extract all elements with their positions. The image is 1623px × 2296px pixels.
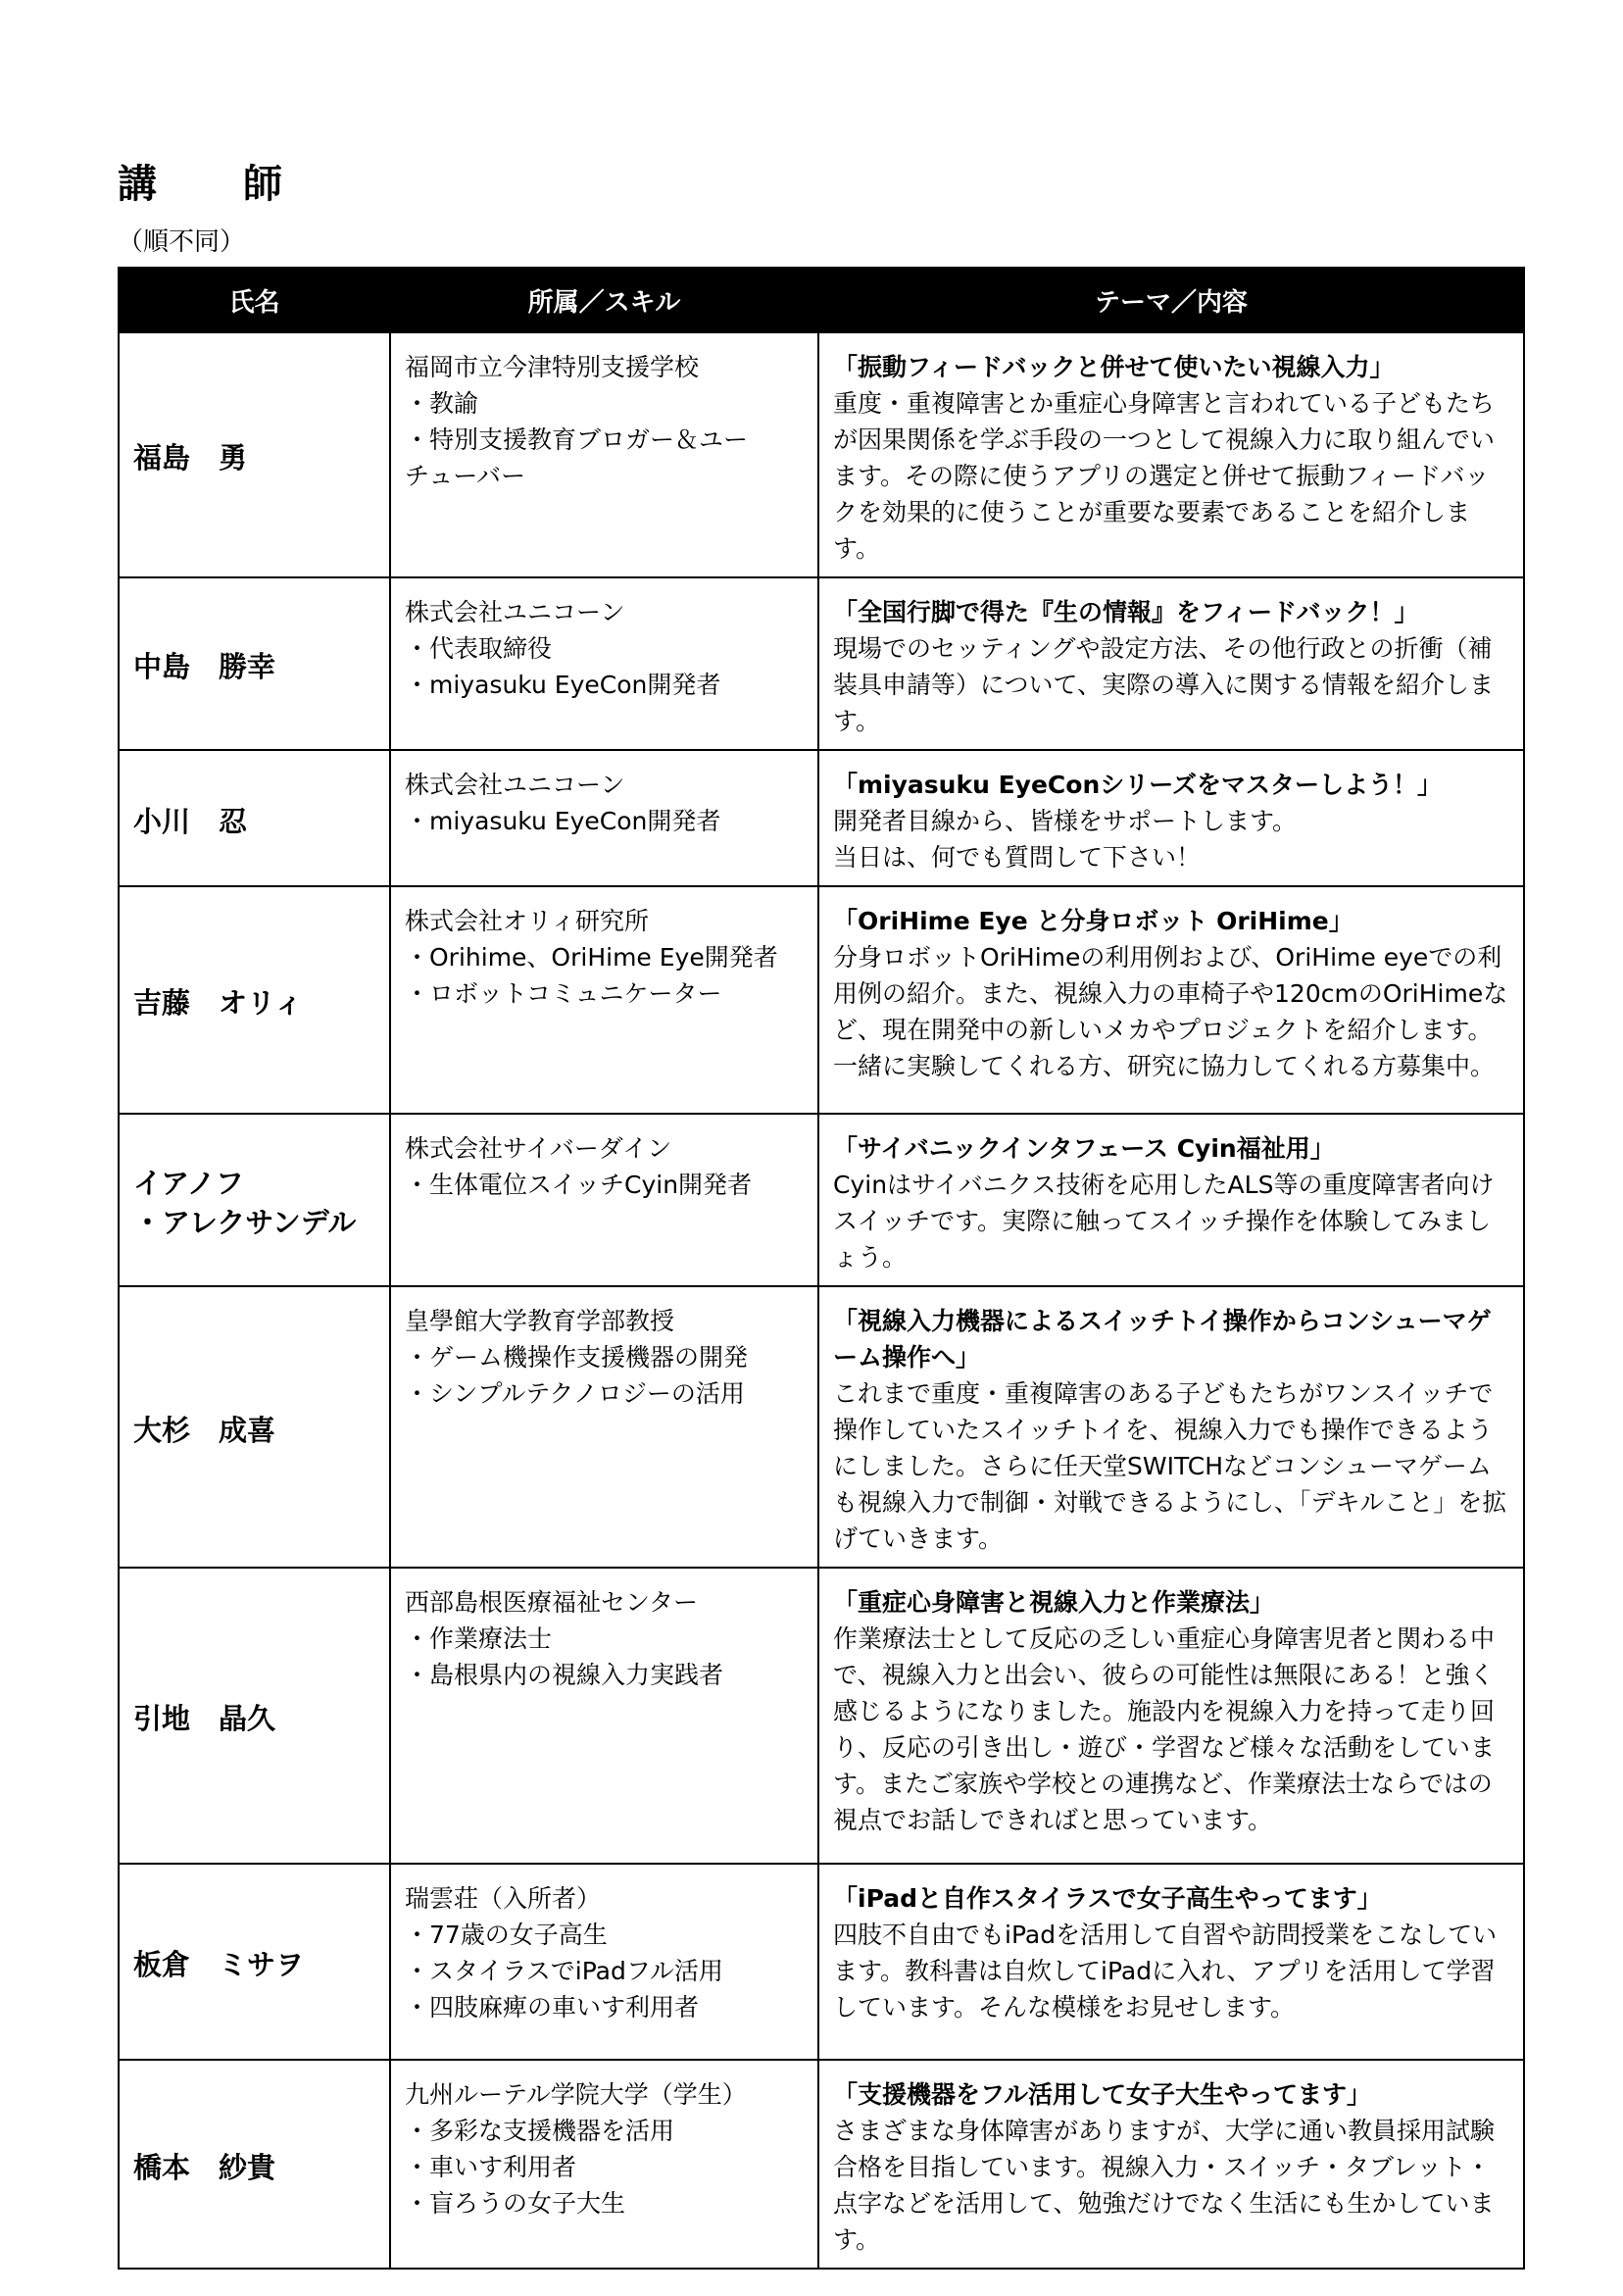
skill-line: ・特別支援教育ブロガー＆ユー: [405, 425, 749, 454]
order-note: （順不同）: [118, 227, 246, 257]
skill-line: ・多彩な支援機器を活用: [405, 2117, 675, 2145]
theme-cell: [818, 1568, 1524, 1864]
affiliation-cell: [390, 886, 818, 1114]
topic-title: 「OriHime Eye と分身ロボット OriHime」: [833, 907, 1353, 935]
theme-cell: [818, 1286, 1524, 1568]
skill-line: ・生体電位スイッチCyin開発者: [405, 1171, 753, 1199]
theme-cell: [818, 2060, 1524, 2269]
skill-line: ・代表取締役: [405, 634, 553, 663]
skill-line: 株式会社サイバーダイン: [405, 1134, 672, 1163]
table-row: [119, 1568, 1524, 1864]
skill-line: ・ゲーム機操作支援機器の開発: [405, 1343, 749, 1372]
topic-title: 「視線入力機器によるスイッチトイ操作からコンシューマゲーム操作へ」: [833, 1307, 1492, 1372]
skill-line: ・作業療法士: [405, 1624, 553, 1653]
skill-line: 瑞雲荘（入所者）: [405, 1884, 602, 1913]
topic-title: 「全国行脚で得た『生の情報』をフィードバック！」: [833, 598, 1419, 626]
lecturer-name: 橋本 紗貴: [119, 2060, 390, 2269]
affiliation-cell: [390, 332, 818, 577]
affiliation-cell: [390, 2060, 818, 2269]
skill-line: ・77歳の女子高生: [405, 1921, 608, 1949]
skill-line: 皇學館大学教育学部教授: [405, 1307, 675, 1335]
topic-title: 「miyasuku EyeConシリーズをマスターしよう！」: [833, 771, 1442, 799]
lecturer-name: 引地 晶久: [119, 1568, 390, 1864]
affiliation-cell: [390, 1114, 818, 1286]
topic-description: 作業療法士として反応の乏しい重症心身障害児者と関わる中で、視線入力と出会い、彼らの可能性は無限にある！と強く感じるようになりました。施設内を視線入力を持って走り回り、反応の引き出し・遊び・学習など様々な活動をしています。またご家族や学校との連携など、作業療法士ならではの視点でお話しできればと思っています。: [833, 1624, 1496, 1834]
topic-title: 「iPadと自作スタイラスで女子高生やってます」: [833, 1884, 1382, 1913]
affiliation-cell: [390, 1864, 818, 2060]
topic-description: これまで重度・重複障害のある子どもたちがワンスイッチで操作していたスイッチトイを、視線入力でも操作できるようにしました。さらに任天堂SWITCHなどコンシューマゲームも視線入力で制御・対戦できるようにし、「デキルこと」を拡げていきます。: [833, 1379, 1507, 1553]
theme-cell: [818, 750, 1524, 886]
skill-line: ・四肢麻痺の車いす利用者: [405, 1993, 700, 2021]
skill-line: ・教諭: [405, 389, 479, 418]
skill-line: 株式会社ユニコーン: [405, 598, 625, 626]
affiliation-cell: [390, 577, 818, 750]
skill-line: チューバー: [405, 462, 526, 490]
skill-line: 株式会社オリィ研究所: [405, 907, 650, 935]
lecturer-name: 中島 勝幸: [119, 577, 390, 750]
affiliation-cell: [390, 1568, 818, 1864]
lecturer-name: イアノフ ・アレクサンデル: [119, 1114, 390, 1286]
skill-line: ・Orihime、OriHime Eye開発者: [405, 943, 778, 972]
table-row: [119, 577, 1524, 750]
theme-cell: [818, 577, 1524, 750]
table-row: [119, 1864, 1524, 2060]
theme-cell: [818, 1114, 1524, 1286]
lecturer-name: 吉藤 オリィ: [119, 886, 390, 1114]
lecturer-name: 大杉 成喜: [119, 1286, 390, 1568]
page-title: 講 師: [118, 162, 306, 207]
table-row: [119, 886, 1524, 1114]
table-row: [119, 332, 1524, 577]
skill-line: 九州ルーテル学院大学（学生）: [405, 2080, 747, 2109]
skill-line: 西部島根医療福祉センター: [405, 1588, 699, 1617]
lecturer-name: 板倉 ミサヲ: [119, 1864, 390, 2060]
theme-cell: [818, 886, 1524, 1114]
affiliation-cell: [390, 750, 818, 886]
skill-line: ・miyasuku EyeCon開発者: [405, 671, 721, 699]
skill-line: ・車いす利用者: [405, 2153, 577, 2181]
topic-title: 「重症心身障害と視線入力と作業療法」: [833, 1588, 1275, 1617]
topic-title: 「振動フィードバックと併せて使いたい視線入力」: [833, 353, 1395, 381]
skill-line: ・島根県内の視線入力実践者: [405, 1661, 724, 1689]
skill-line: ・盲ろうの女子大生: [405, 2189, 626, 2218]
table-row: [119, 750, 1524, 886]
column-header-name: 氏名: [119, 268, 390, 332]
skill-line: ・ロボットコミュニケーター: [405, 979, 722, 1008]
topic-title: 「サイバニックインタフェース Cyin福祉用」: [833, 1134, 1335, 1163]
topic-description: 開発者目線から、皆様をサポートします。 当日は、何でも質問して下さい！: [833, 807, 1298, 872]
lecturer-name: 福島 勇: [119, 332, 390, 577]
table-header-row: [119, 268, 1524, 332]
topic-description: Cyinはサイバニクス技術を応用したALS等の重度障害者向けスイッチです。実際に触ってスイッチ操作を体験してみましょう。: [833, 1171, 1495, 1272]
topic-description: 分身ロボットOriHimeの利用例および、OriHime eyeでの利用例の紹介。また、視線入力の車椅子や120cmのOriHimeなど、現在開発中の新しいメカやプロジェクトを紹介します。一緒に実験してくれる方、研究に協力してくれる方募集中。: [833, 943, 1508, 1080]
affiliation-cell: [390, 1286, 818, 1568]
table-row: [119, 1286, 1524, 1568]
table-row: [119, 2060, 1524, 2269]
topic-description: さまざまな身体障害がありますが、大学に通い教員採用試験合格を目指しています。視線入力・スイッチ・タブレット・点字などを活用して、勉強だけでなく生活にも生かしています。: [833, 2117, 1496, 2254]
theme-cell: [818, 1864, 1524, 2060]
table-row: [119, 1114, 1524, 1286]
topic-description: 四肢不自由でもiPadを活用して自習や訪問授業をこなしています。教科書は自炊してiPadに入れ、アプリを活用して学習しています。そんな模様をお見せします。: [833, 1921, 1498, 2021]
topic-description: 重度・重複障害とか重症心身障害と言われている子どもたちが因果関係を学ぶ手段の一つとして視線入力に取り組んでいます。その際に使うアプリの選定と併せて振動フィードバックを効果的に使うことが重要な要素であることを紹介します。: [833, 389, 1496, 563]
skill-line: 福岡市立今津特別支援学校: [405, 353, 700, 381]
lecturer-table: [118, 267, 1525, 2270]
skill-line: ・miyasuku EyeCon開発者: [405, 807, 721, 835]
topic-title: 「支援機器をフル活用して女子大生やってます」: [833, 2080, 1372, 2109]
skill-line: 株式会社ユニコーン: [405, 771, 625, 799]
column-header-theme: テーマ／内容: [818, 268, 1524, 332]
skill-line: ・スタイラスでiPadフル活用: [405, 1957, 723, 1985]
skill-line: ・シンプルテクノロジーの活用: [405, 1379, 745, 1408]
column-header-affiliation: 所属／スキル: [390, 268, 818, 332]
theme-cell: [818, 332, 1524, 577]
topic-description: 現場でのセッティングや設定方法、その他行政との折衝（補装具申請等）について、実際の導入に関する情報を紹介します。: [833, 634, 1495, 735]
lecturer-name: 小川 忍: [119, 750, 390, 886]
